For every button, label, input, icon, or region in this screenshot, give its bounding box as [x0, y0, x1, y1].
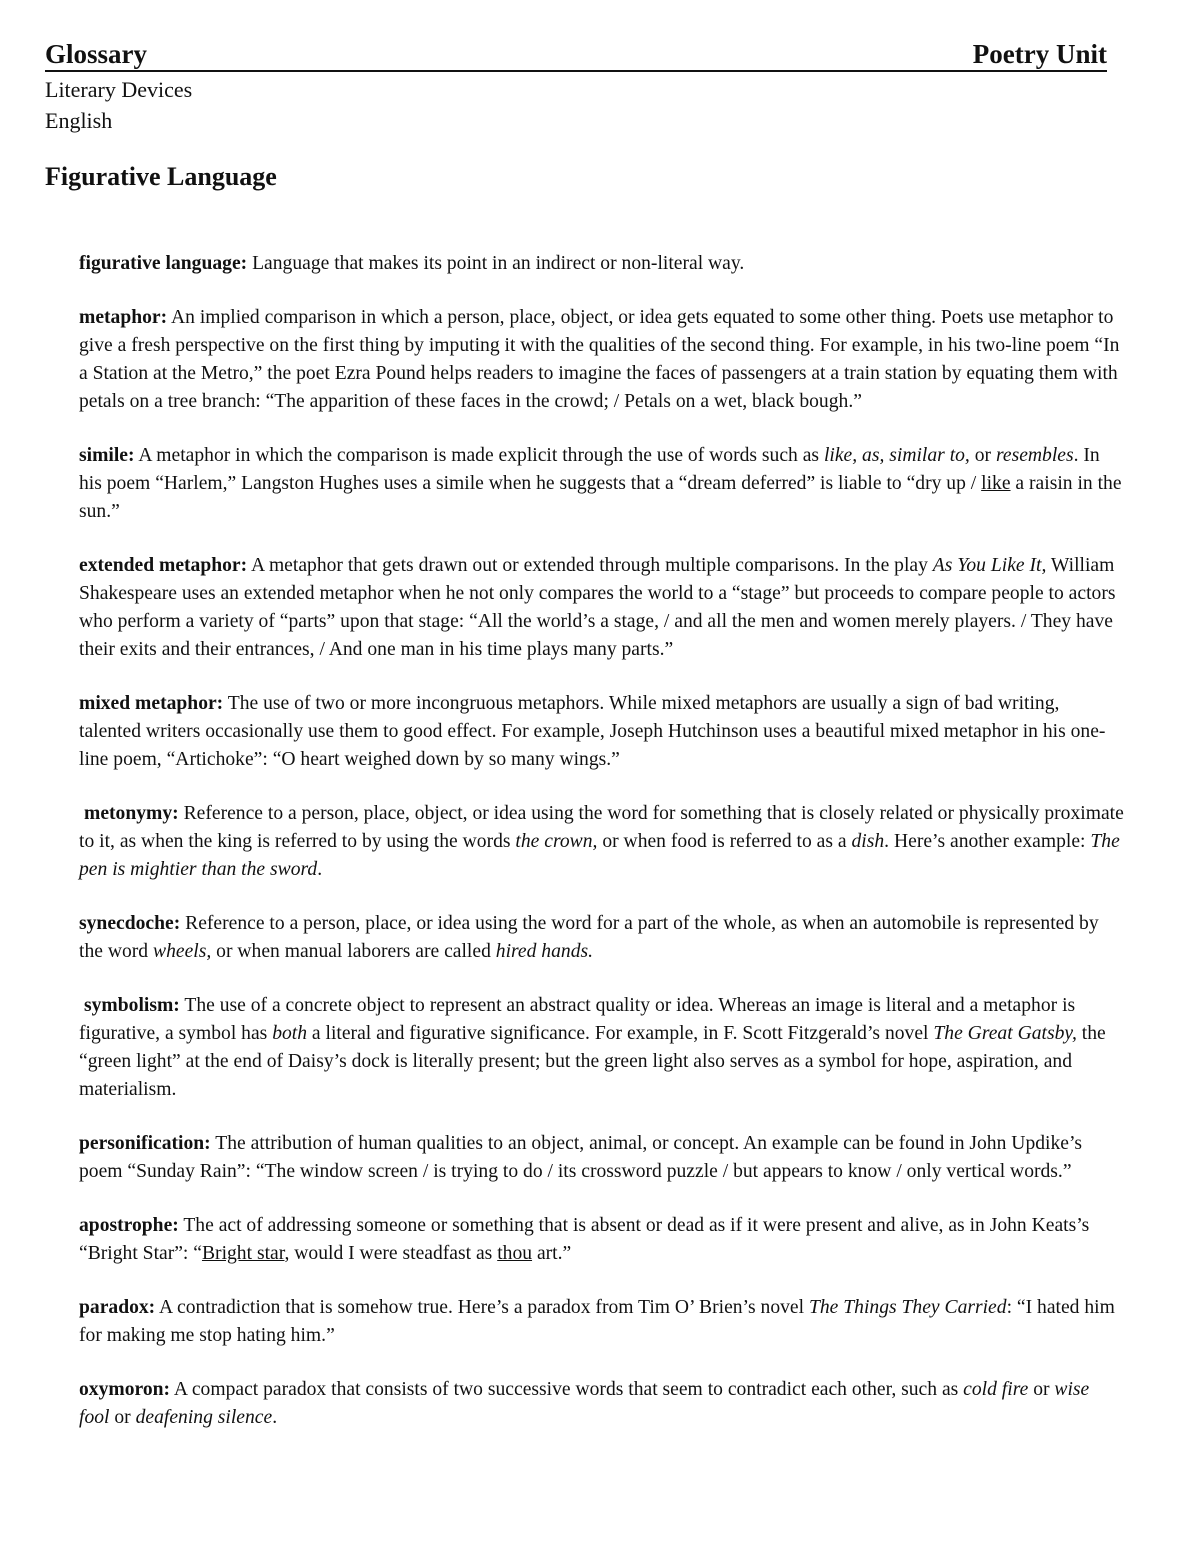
term: mixed metaphor:: [79, 693, 224, 714]
definition-text: The attribution of human qualities to an object, animal, or concept. An example can be found in John Updike’s poem “Sunday Rain”: “The window screen / is trying to do / its crossword puzzle / but appears to know / only vertical words.”: [79, 1133, 1083, 1182]
definition-text: A compact paradox that consists of two successive words that seem to contradict each other, such as: [170, 1379, 964, 1400]
italic-text: cold fire: [963, 1379, 1029, 1400]
definition-text: the “green light” at the end of Daisy’s dock is literally present; but the green light also serves as a symbol for hope, aspiration, and materialism.: [79, 1023, 1106, 1100]
definition-text: .: [317, 859, 323, 880]
italic-text: The Great Gatsby,: [933, 1023, 1077, 1044]
entry-apostrophe: [79, 1212, 1124, 1268]
definition-text: or when food is referred to as a: [597, 831, 852, 852]
definition-text: An implied comparison in which a person, place, object, or idea gets equated to some other thing. Poets use metaphor to give a fresh perspective on the first thing by imputing it with the qualities of the second thing. For example, in his two-line poem “In a Station at the Metro,” the poet Ezra Pound helps readers to imagine the faces of passengers at a train station by equating them with petals on a tree branch: “The apparition of these faces in the crowd; / Petals on a wet, black bough.”: [79, 307, 1120, 412]
section-title: Figurative Language: [45, 162, 277, 191]
underlined-text: Bright star: [201, 1243, 285, 1264]
term: paradox:: [79, 1297, 156, 1318]
italic-text: The Things They Carried: [808, 1297, 1007, 1318]
definition-text: . In his poem “Harlem,” Langston Hughes uses a simile when he suggests that a “dream deferred” is liable to “dry up /: [79, 445, 1100, 494]
italic-text: The pen is mightier than the sword: [79, 831, 1120, 880]
definition-text: or: [969, 445, 996, 466]
definition-text: . Here’s another example:: [884, 831, 1091, 852]
italic-text: hired hands.: [495, 941, 594, 962]
term: personification:: [79, 1133, 211, 1154]
italic-text: both: [272, 1023, 308, 1044]
definition-text: William Shakespeare uses an extended metaphor when he not only compares the world to a “stage” but proceeds to compare people to actors who perform a variety of “parts” upon that stage: “All the world’s a stage, / and all the men and women merely players. / They have their exits and their entrances, / And one man in his time plays many parts.”: [79, 555, 1116, 660]
subtitle-literary-devices: Literary Devices: [45, 77, 193, 102]
term: simile:: [79, 445, 135, 466]
italic-text: dish: [851, 831, 885, 852]
entry-personification: [79, 1130, 1124, 1186]
header-title-glossary: Glossary: [45, 39, 148, 69]
definition-text: or: [1028, 1379, 1055, 1400]
entry-extended-metaphor: [79, 552, 1124, 664]
definition-text: a literal and figurative significance. For example, in F. Scott Fitzgerald’s novel: [307, 1023, 934, 1044]
term: figurative language:: [79, 253, 248, 274]
term: oxymoron:: [79, 1379, 171, 1400]
term: apostrophe:: [79, 1215, 179, 1236]
entry-synecdoche: [79, 910, 1124, 966]
definition-text: , would I were steadfast as: [284, 1243, 498, 1264]
definition-text: The use of a concrete object to represent an abstract quality or idea. Whereas an image is literal and a metaphor is figurative, a symbol has: [79, 995, 1076, 1044]
entry-mixed-metaphor: [79, 690, 1124, 774]
underlined-text: like: [981, 473, 1011, 494]
italic-text: the crown,: [515, 831, 598, 852]
term: metaphor:: [79, 307, 168, 328]
definition-text: The act of addressing someone or something that is absent or dead as if it were present and alive, as in John Keats’s “Bright Star”: “: [79, 1215, 1090, 1264]
italic-text: deafening silence: [135, 1407, 273, 1428]
italic-text: resembles: [995, 445, 1074, 466]
entry-figurative-language: [79, 250, 1124, 278]
definition-text: Language that makes its point in an indirect or non-literal way.: [247, 253, 745, 274]
definition-text: Reference to a person, place, object, or idea using the word for something that is closely related or physically proximate to it, as when the king is referred to by using the words: [79, 803, 1124, 852]
page-header: [45, 38, 1107, 72]
definition-text: The use of two or more incongruous metaphors. While mixed metaphors are usually a sign of bad writing, talented writers occasionally use them to good effect. For example, Joseph Hutchinson uses a beautiful mixed metaphor in his one-line poem, “Artichoke”: “O heart weighed down by so many wings.”: [79, 693, 1106, 770]
definition-text: Reference to a person, place, or idea using the word for a part of the whole, as when an automobile is represented by the word: [79, 913, 1099, 962]
subtitle-course: English: [45, 108, 113, 133]
term: synecdoche:: [79, 913, 181, 934]
definition-text: art.”: [532, 1243, 572, 1264]
term: symbolism:: [84, 995, 180, 1016]
entry-metonymy: [79, 800, 1124, 884]
definition-text: or: [109, 1407, 136, 1428]
entry-metaphor: [79, 304, 1124, 416]
definition-text: or when manual laborers are called: [211, 941, 496, 962]
entry-symbolism: [79, 992, 1124, 1104]
term: metonymy:: [84, 803, 179, 824]
definition-text: .: [272, 1407, 278, 1428]
underlined-text: thou: [497, 1243, 533, 1264]
italic-text: wise fool: [79, 1379, 1090, 1428]
definition-text: a raisin in the sun.”: [79, 473, 1122, 522]
definition-text: : “I hated him for making me stop hating him.”: [79, 1297, 1115, 1346]
term: extended metaphor:: [79, 555, 248, 576]
definition-text: A metaphor that gets drawn out or extended through multiple comparisons. In the play: [247, 555, 933, 576]
entry-oxymoron: [79, 1376, 1124, 1432]
italic-text: like, as, similar to,: [823, 445, 970, 466]
glossary-entries: [79, 250, 1124, 1458]
entry-simile: [79, 442, 1124, 526]
italic-text: As You Like It,: [932, 555, 1047, 576]
definition-text: A contradiction that is somehow true. Here’s a paradox from Tim O’ Brien’s novel: [155, 1297, 809, 1318]
definition-text: A metaphor in which the comparison is made explicit through the use of words such as: [134, 445, 824, 466]
italic-text: wheels,: [153, 941, 212, 962]
header-title-unit: Poetry Unit: [972, 39, 1107, 69]
entry-paradox: [79, 1294, 1124, 1350]
